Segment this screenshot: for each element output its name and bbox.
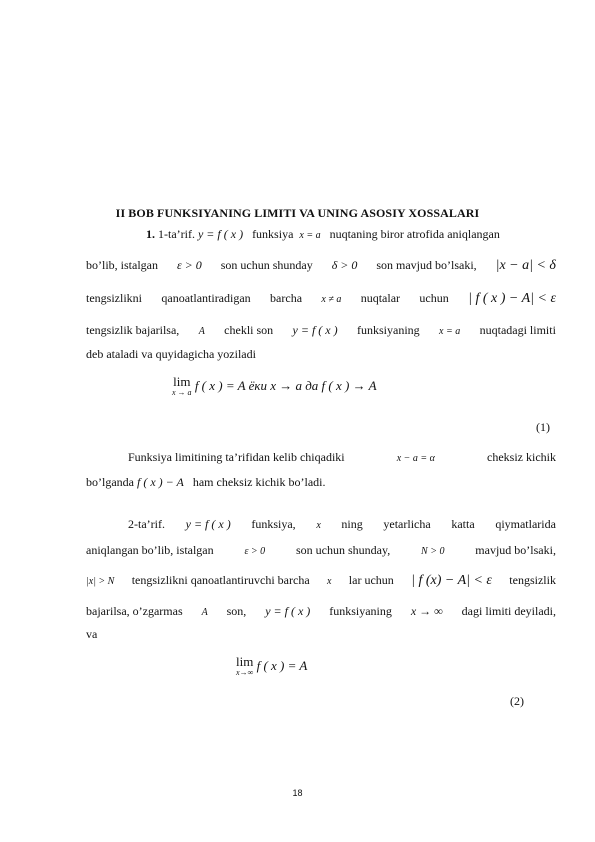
text: barcha [270,291,303,305]
chapter-heading: II BOB FUNKSIYANING LIMITI VA UNING ASOSIY XOSSALARI [115,206,480,220]
def1-line-5: deb ataladi va quyidagicha yoziladi [86,347,256,361]
formula-ineq2: | f ( x ) − A| < ε [468,291,556,306]
def1-line-2 [86,257,556,274]
formula-fx2: y = f ( x ) [292,323,338,337]
lim-operator [236,656,253,678]
text: uchun [419,291,449,305]
text: bo’lib, istalgan [86,258,158,272]
text: tengsizlik [509,573,556,587]
text: chekli son [224,323,274,337]
formula-1 [172,376,512,398]
formula-fxA: f ( x ) − A [136,475,184,489]
def2-line-5: va [86,627,98,641]
formula-fx: y = f ( x ) [185,517,231,531]
text: ham cheksiz kichik bo’ladi. [192,475,326,489]
text: tengsizlikni [86,291,142,305]
text: dagi limiti deyiladi, [461,604,556,618]
text: son uchun shunday, [296,543,391,557]
text: qanoatlantiradigan [161,291,251,305]
def2-line-4 [86,603,556,621]
text: funksiya, [251,517,296,531]
lim-subscript: x→∞ [236,668,254,677]
formula-alpha: x − a = α [396,453,435,464]
formula-fx: y = f ( x ) [197,227,244,241]
para2-line-2 [86,474,556,490]
text: son mavjud bo’lsaki, [376,258,477,272]
formula-xa2: x = a [439,326,461,337]
text: bajarilsa, o’zgarmas [86,604,183,618]
formula-xa: x = a [299,230,321,241]
text: tengsizlik bajarilsa, [86,323,180,337]
formula-A: A [198,326,205,337]
lim-subscript: x → a [172,388,192,397]
text: nuqtaning biror atrofida aniqlangan [329,227,500,241]
formula-absx: |x| > N [86,576,115,587]
equation-number-1: (1) [536,420,550,434]
def2-line-3 [86,572,556,590]
para2-line-1 [128,449,556,467]
text: tengsizlikni qanoatlantiruvchi barcha [131,573,310,587]
text: aniqlangan bo’lib, istalgan [86,543,214,557]
text: funksiyaning [357,323,420,337]
formula-1-body: f ( x ) = A ёки x → a да f ( x ) → A [194,377,377,393]
text: yetarlicha [383,517,431,531]
formula-x2: x [326,576,332,587]
def2-line-2 [86,542,556,560]
formula-N: N > 0 [421,546,445,557]
text: lar uchun [348,573,394,587]
formula-xinf: x → ∞ [410,604,443,618]
text: nuqtalar [360,291,401,305]
text: son uchun shunday [220,258,313,272]
formula-fx2: y = f ( x ) [265,604,311,618]
page-number: 18 [292,788,303,798]
formula-ineq1: |x − a| < δ [495,258,556,273]
lim-operator [172,376,192,398]
text: mavjud bo’lsaki, [475,543,556,557]
formula-x: x [316,520,321,531]
formula-delta: δ > 0 [331,258,358,272]
def2-label: 2-ta’rif. [128,517,165,531]
formula-xneqa: x ≠ a [321,294,342,305]
def1-line-1 [146,226,556,244]
text: son, [226,604,247,618]
text: bo’lganda [86,475,134,489]
def2-line-1 [128,516,556,534]
def1-number: 1. [146,227,155,241]
formula-eps: ε > 0 [244,546,266,557]
text: funksiya [252,227,294,241]
text: katta [451,517,475,531]
text: cheksiz kichik [487,450,556,464]
formula-A: A [201,607,208,618]
def1-line-3 [86,290,556,308]
lim-text: lim [236,654,254,669]
text: Funksiya limitining ta’rifidan kelib chiqadiki [128,450,345,464]
def1-line-4 [86,322,556,340]
formula-eps: ε > 0 [176,258,202,272]
text: ning [341,517,363,531]
formula-ineq: | f (x) − A| < ε [411,573,492,588]
text: funksiyaning [329,604,392,618]
text: nuqtadagi limiti [479,323,556,337]
formula-2-body: f ( x ) = A [256,657,308,673]
def1-label: 1-ta’rif. [158,227,195,241]
text: qiymatlarida [495,517,556,531]
formula-2 [236,656,436,678]
equation-number-2: (2) [510,694,524,708]
lim-text: lim [173,374,191,389]
